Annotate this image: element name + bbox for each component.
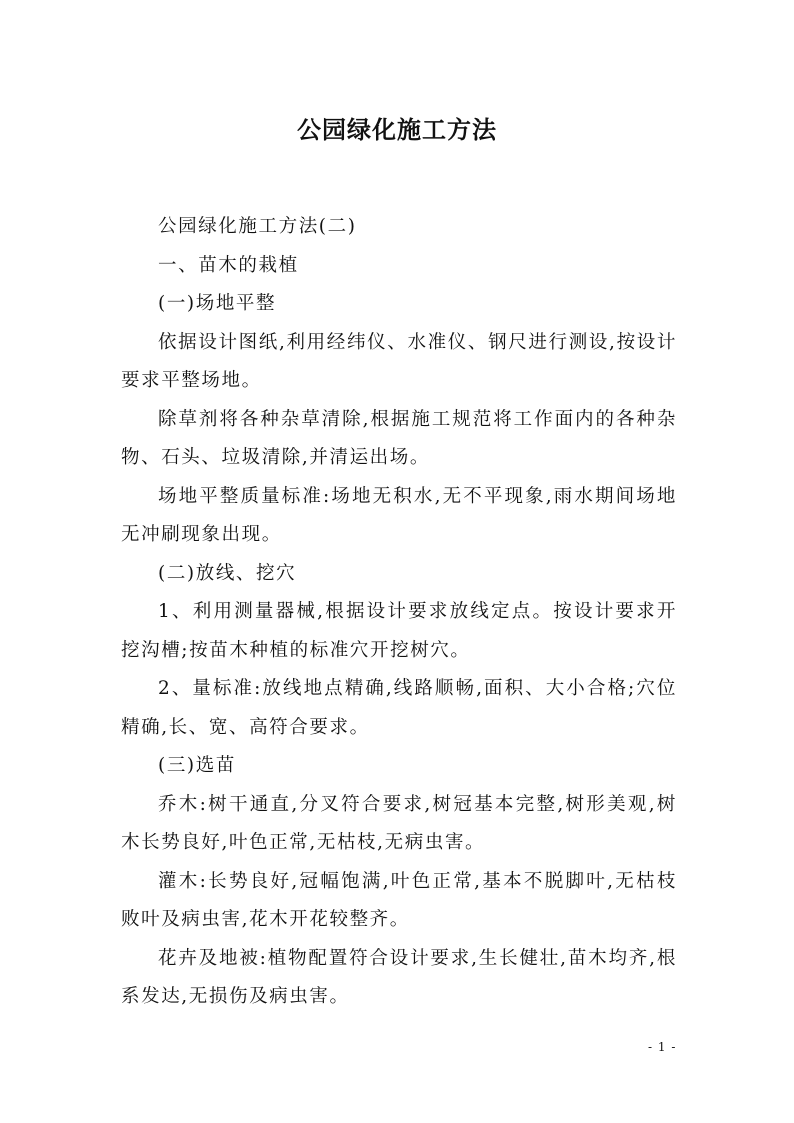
paragraph-subtitle: 公园绿化施工方法(二) bbox=[158, 216, 357, 237]
paragraph-text: 灌木:长势良好,冠幅饱满,叶色正常,基本不脱脚叶,无枯枝败叶及病虫害,花木开花较整齐。 bbox=[121, 870, 677, 930]
paragraph-section-1-heading: 一、苗木的栽植 bbox=[158, 254, 299, 276]
paragraph-text: 1、利用测量器械,根据设计要求放线定点。按设计要求开挖沟槽;按苗木种植的标准穴开挖树穴。 bbox=[121, 601, 677, 661]
document-title: 公园绿化施工方法 bbox=[297, 115, 497, 144]
paragraph-text: 乔木:树干通直,分叉符合要求,树冠基本完整,树形美观,树木长势良好,叶色正常,无枯枝,无病虫害。 bbox=[121, 793, 677, 853]
paragraph-subsection-2-heading: (二)放线、挖穴 bbox=[158, 562, 297, 584]
paragraph-subsection-3-heading: (三)选苗 bbox=[158, 755, 236, 776]
paragraph-text: 2、量标准:放线地点精确,线路顺畅,面积、大小合格;穴位精确,长、宽、高符合要求。 bbox=[121, 678, 677, 738]
page-number: - 1 - bbox=[648, 1040, 677, 1054]
paragraph-text: 场地平整质量标准:场地无积水,无不平现象,雨水期间场地无冲刷现象出现。 bbox=[121, 485, 677, 545]
document-body bbox=[121, 208, 677, 1017]
paragraph-text: 除草剂将各种杂草清除,根据施工规范将工作面内的各种杂物、石头、垃圾清除,并清运出场。 bbox=[121, 408, 677, 468]
paragraph-subsection-1-heading: (一)场地平整 bbox=[158, 293, 277, 314]
paragraph-text: 花卉及地被:植物配置符合设计要求,生长健壮,苗木均齐,根系发达,无损伤及病虫害。 bbox=[121, 947, 677, 1007]
paragraph-text: 依据设计图纸,利用经纬仪、水准仪、钢尺进行测设,按设计要求平整场地。 bbox=[121, 331, 677, 391]
